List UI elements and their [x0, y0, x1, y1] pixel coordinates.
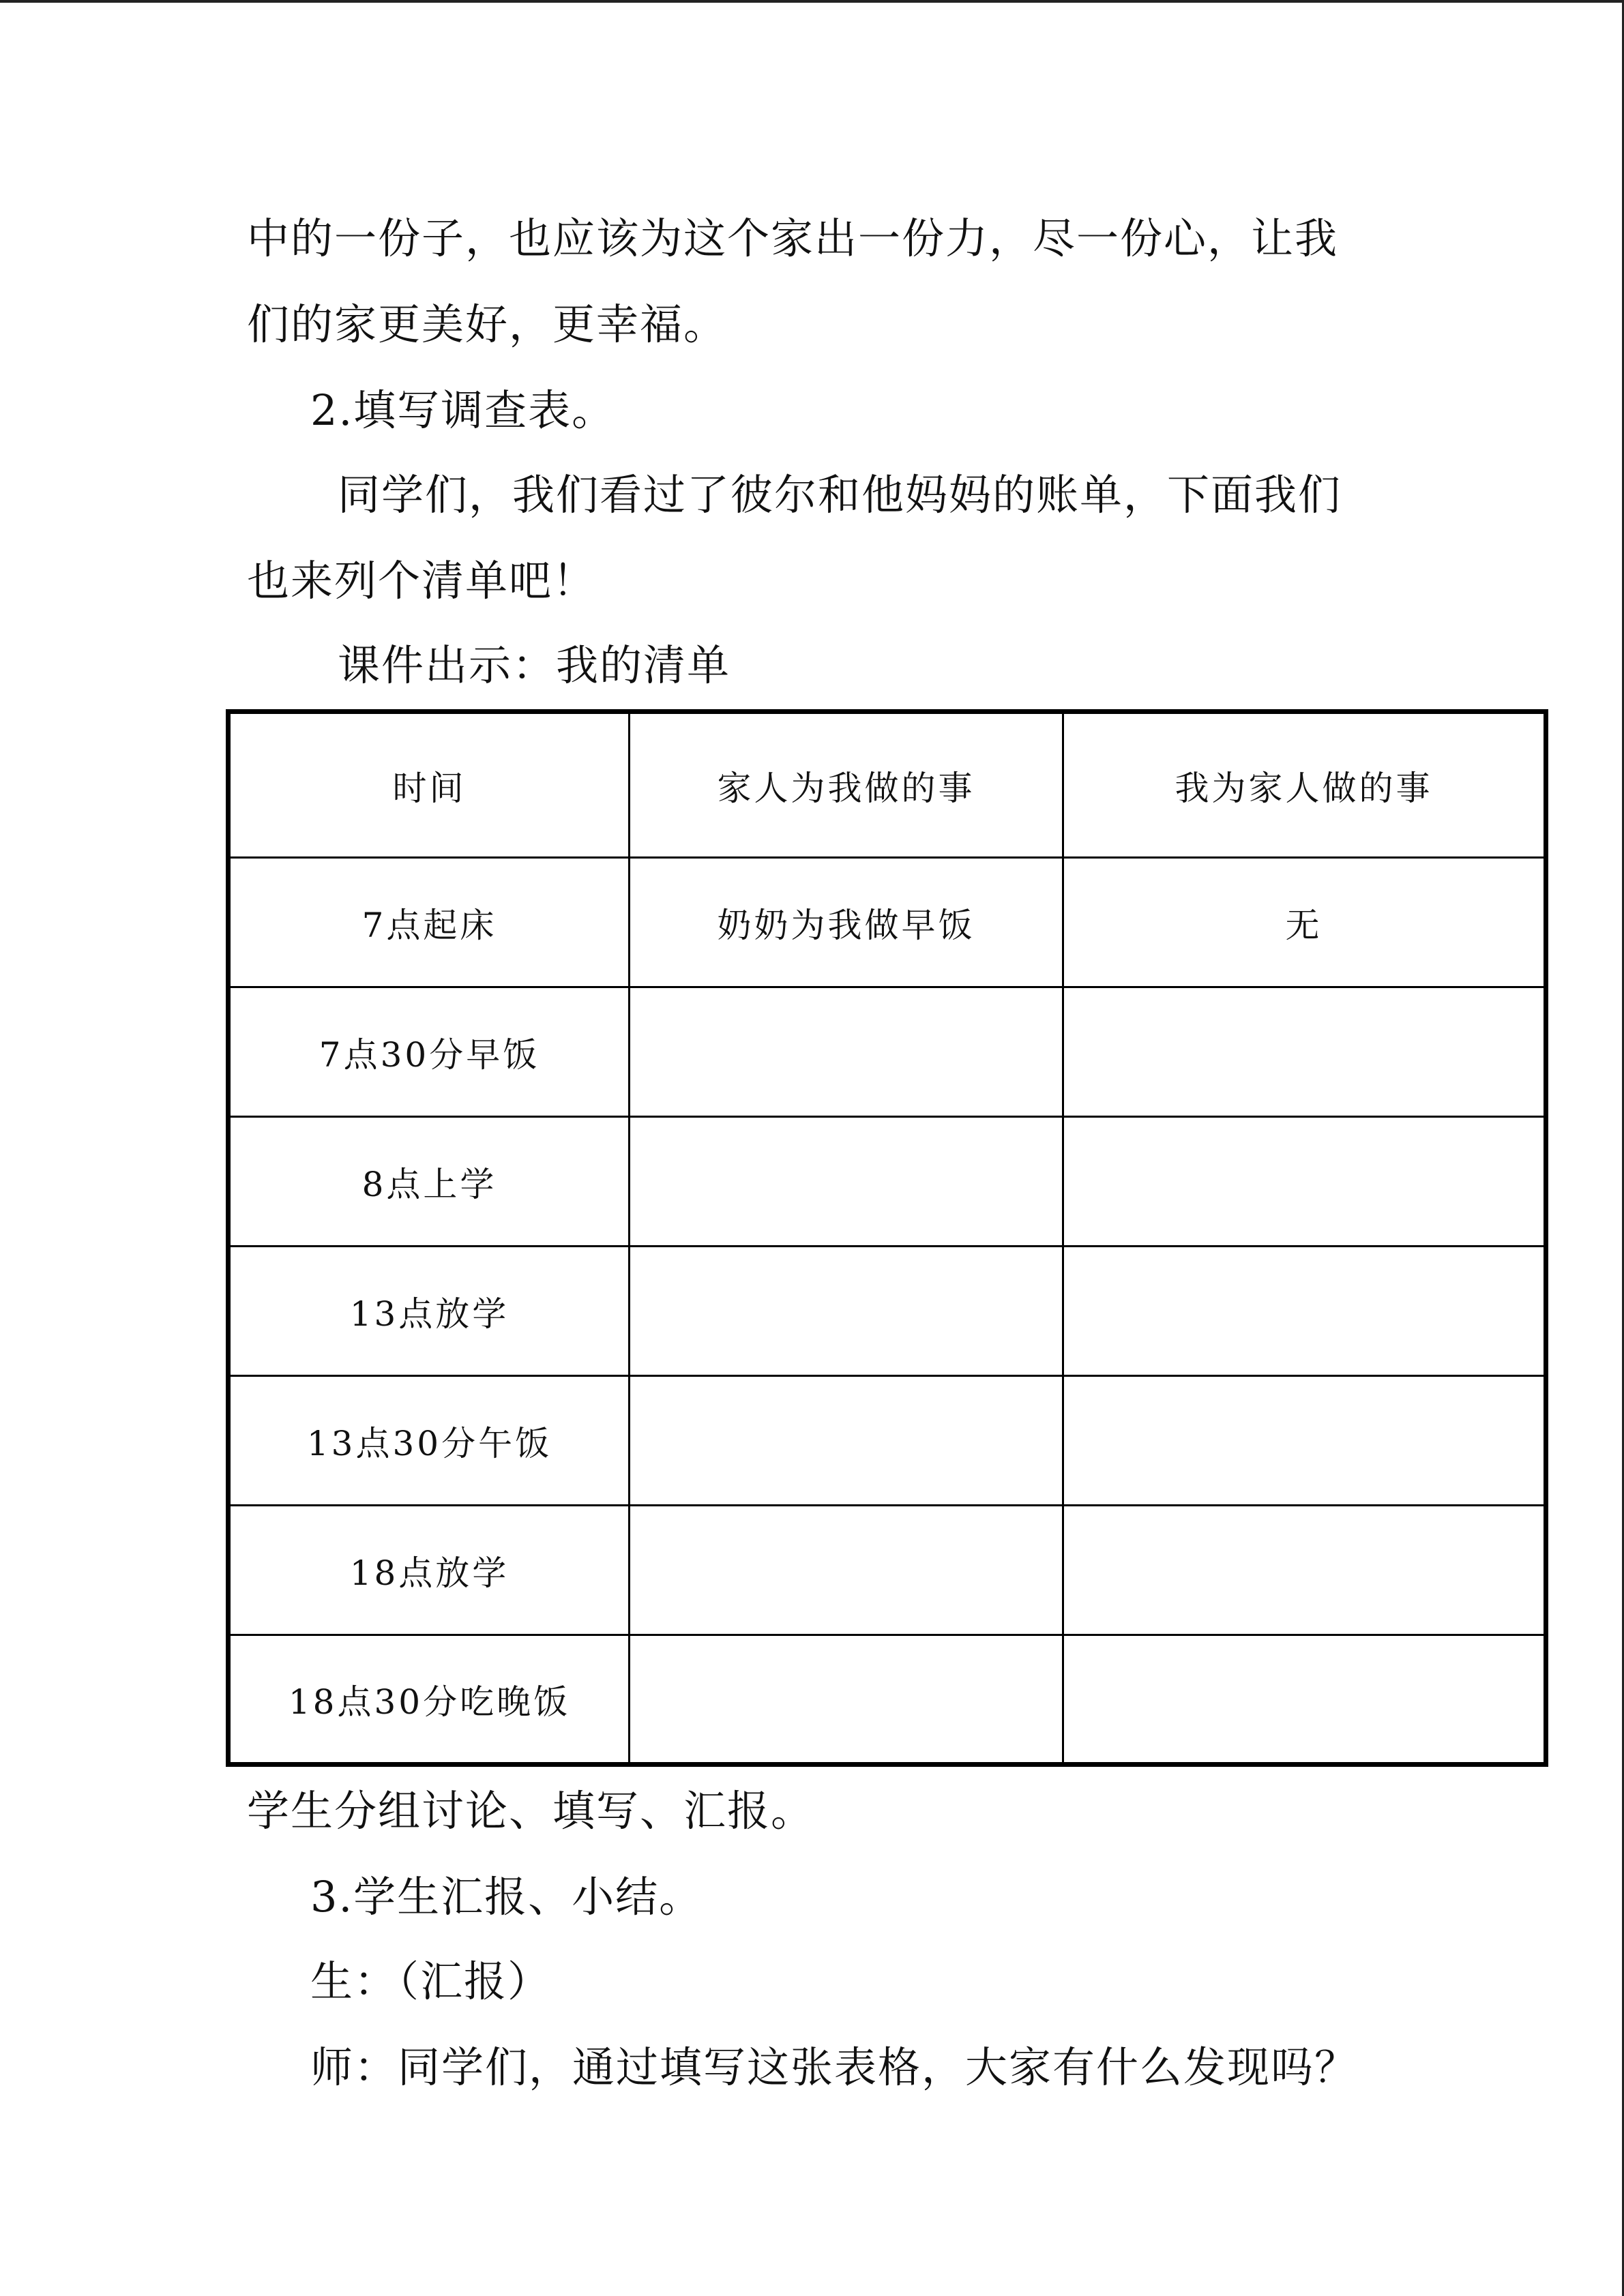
group-discussion-line: 学生分组讨论、填写、汇报。 — [247, 1786, 815, 1836]
step-2-heading: 2.填写调查表。 — [310, 385, 616, 435]
family-for-me-cell — [630, 1117, 1063, 1247]
family-for-me-cell — [630, 1635, 1063, 1765]
top-border-line — [0, 0, 1624, 3]
courseware-caption: 课件出示：我的清单 — [338, 640, 731, 690]
family-for-me-cell — [630, 1376, 1063, 1506]
header-time: 时间 — [228, 712, 630, 858]
table-row — [228, 1635, 1546, 1765]
time-cell: 13点30分午饭 — [228, 1376, 630, 1506]
time-cell: 7点30分早饭 — [228, 987, 630, 1117]
time-cell: 18点30分吃晚饭 — [228, 1635, 630, 1765]
table-row — [228, 1376, 1546, 1506]
time-cell: 7点起床 — [228, 858, 630, 987]
my-list-table — [226, 709, 1548, 1767]
table-row — [228, 1506, 1546, 1635]
me-for-family-cell — [1063, 987, 1546, 1117]
table-row — [228, 1247, 1546, 1376]
me-for-family-cell — [1063, 1247, 1546, 1376]
table-row — [228, 987, 1546, 1117]
me-for-family-cell: 无 — [1063, 858, 1546, 987]
family-for-me-cell: 奶奶为我做早饭 — [630, 858, 1063, 987]
time-cell: 8点上学 — [228, 1117, 630, 1247]
header-family-for-me: 家人为我做的事 — [630, 712, 1063, 858]
student-report-line: 生：（汇报） — [310, 1956, 552, 2006]
me-for-family-cell — [1063, 1635, 1546, 1765]
me-for-family-cell — [1063, 1117, 1546, 1247]
paragraph-continuation-end: 们的家更美好，更幸福。 — [247, 299, 728, 349]
table-header-row — [228, 712, 1546, 858]
header-me-for-family: 我为家人做的事 — [1063, 712, 1546, 858]
me-for-family-cell — [1063, 1506, 1546, 1635]
step-3-heading: 3.学生汇报、小结。 — [310, 1872, 703, 1922]
time-cell: 18点放学 — [228, 1506, 630, 1635]
family-for-me-cell — [630, 987, 1063, 1117]
teacher-prompt-line-2: 也来列个清单吧！ — [247, 556, 597, 606]
table-row — [228, 858, 1546, 987]
teacher-question-line: 师：同学们，通过填写这张表格，大家有什么发现吗？ — [310, 2042, 1359, 2092]
paragraph-continuation: 中的一份子，也应该为这个家出一份力，尽一份心，让我 — [247, 213, 1339, 263]
family-for-me-cell — [630, 1506, 1063, 1635]
time-cell: 13点放学 — [228, 1247, 630, 1376]
table-row — [228, 1117, 1546, 1247]
teacher-prompt-line-1: 同学们，我们看过了彼尔和他妈妈的账单，下面我们 — [338, 470, 1342, 520]
me-for-family-cell — [1063, 1376, 1546, 1506]
family-for-me-cell — [630, 1247, 1063, 1376]
